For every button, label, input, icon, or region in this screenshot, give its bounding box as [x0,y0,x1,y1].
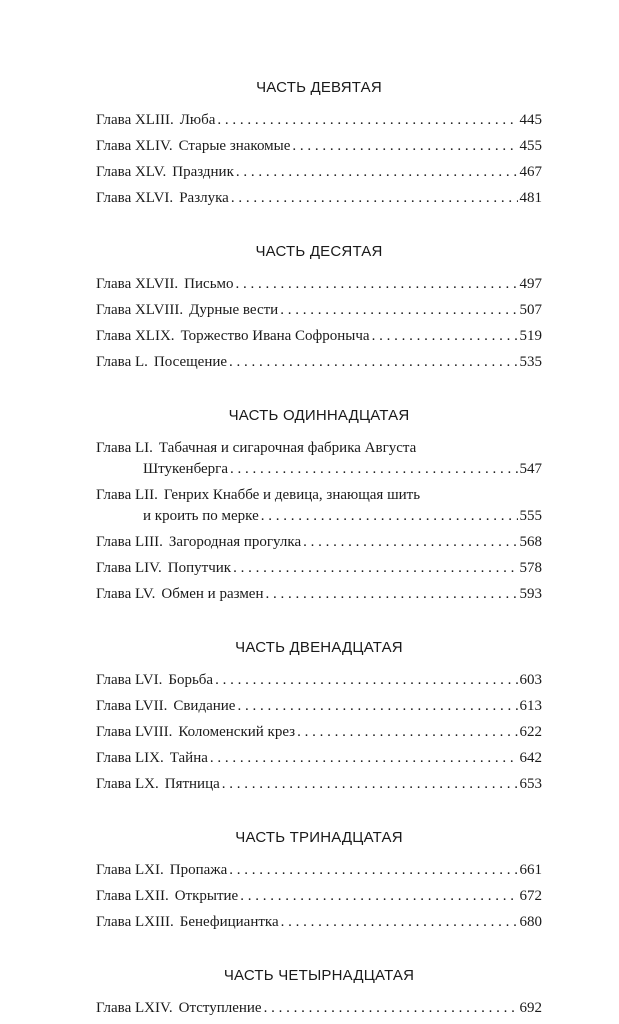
dot-leader [281,912,518,933]
toc-part [96,966,542,1019]
entry-line [96,748,542,769]
page-number: 467 [519,164,542,180]
entry-label [96,532,301,553]
toc-part [96,828,542,933]
chapter-title: Штукенберга [143,461,228,477]
chapter-number: Глава XLVIII. [96,302,184,318]
page-number: 455 [519,138,542,154]
chapter-number: Глава XLVII. [96,276,179,292]
page-number: 653 [519,776,542,792]
page-number: 497 [519,276,542,292]
chapter-number: Глава LII. [96,487,158,503]
entry-line [96,558,542,579]
entry-line [96,912,542,933]
chapter-title: Старые знакомые [178,138,291,154]
chapter-number: Глава XLIX. [96,328,175,344]
dot-leader [237,696,517,717]
entry-label [96,886,238,907]
dot-leader [264,998,518,1019]
toc-entry [96,532,542,553]
page-number: 692 [519,1000,542,1016]
entry-label [96,774,220,795]
entry-label [96,696,235,717]
chapter-title: Праздник [172,164,234,180]
toc-entry [96,860,542,881]
chapter-title: Борьба [168,672,214,688]
entry-line [96,274,542,295]
entry-line [96,584,542,605]
toc-part [96,242,542,373]
page-number: 535 [519,354,542,370]
toc-entry [96,110,542,131]
toc-entry [96,998,542,1019]
chapter-number: Глава LXIII. [96,914,174,930]
entry-label [96,912,279,933]
entry-line [96,485,542,506]
toc-entry [96,558,542,579]
chapter-number: Глава LXII. [96,888,169,904]
entry-line [96,774,542,795]
entry-label [96,670,213,691]
toc-entry [96,188,542,209]
entry-label [96,326,370,347]
dot-leader [231,188,518,209]
dot-leader [210,748,518,769]
entry-label [96,584,264,605]
page-number: 622 [519,724,542,740]
part-title: ЧАСТЬ ДЕВЯТАЯ [256,79,382,96]
entry-line [96,188,542,209]
entry-label [143,506,259,527]
chapter-number: Глава LI. [96,440,153,456]
chapter-title: Коломенский крез [178,724,296,740]
toc-entry [96,274,542,295]
entry-line [96,532,542,553]
toc-part [96,638,542,795]
chapter-number: Глава LVIII. [96,724,173,740]
page-number: 481 [519,190,542,206]
page-number: 445 [519,112,542,128]
dot-leader [266,584,518,605]
dot-leader [215,670,517,691]
toc-entry [96,162,542,183]
chapter-number: Глава LX. [96,776,159,792]
toc-entry [96,352,542,373]
chapter-title: Люба [179,112,216,128]
toc-entry [96,748,542,769]
chapter-number: Глава LV. [96,586,156,602]
entry-label [96,438,416,459]
chapter-title: Генрих Кнаббе и девица, знающая шить [163,487,421,503]
page-number: 547 [519,461,542,477]
page-number: 568 [519,534,542,550]
page-number: 507 [519,302,542,318]
entry-line [96,162,542,183]
toc-entry [96,584,542,605]
entry-label [96,136,290,157]
entry-line [96,352,542,373]
entry-label [96,352,227,373]
chapter-title: Пропажа [169,862,228,878]
chapter-title: Отступление [178,1000,262,1016]
part-title: ЧАСТЬ ТРИНАДЦАТАЯ [235,829,403,846]
entry-label [96,860,227,881]
dot-leader [240,886,517,907]
chapter-number: Глава LIV. [96,560,162,576]
entry-line [96,506,542,527]
chapter-title: Табачная и сигарочная фабрика Августа [158,440,417,456]
chapter-title: Торжество Ивана Софроныча [180,328,370,344]
entry-label [96,558,231,579]
chapter-title: Дурные вести [189,302,279,318]
chapter-title: Бенефициантка [179,914,279,930]
dot-leader [233,558,517,579]
chapter-title: Пятница [164,776,220,792]
entry-line [96,860,542,881]
entry-label [96,722,295,743]
page-number: 642 [519,750,542,766]
toc-entry [96,300,542,321]
page-number: 661 [519,862,542,878]
page-number: 680 [519,914,542,930]
dot-leader [229,860,517,881]
chapter-title: Свидание [173,698,236,714]
entry-label [96,748,208,769]
part-title: ЧАСТЬ ДЕСЯТАЯ [255,243,383,260]
dot-leader [230,459,518,480]
dot-leader [222,774,518,795]
table-of-contents [96,68,542,1024]
entry-line [96,300,542,321]
toc-entry [96,774,542,795]
part-title: ЧАСТЬ ЧЕТЫРНАДЦАТАЯ [223,967,415,984]
page-number: 672 [519,888,542,904]
chapter-number: Глава LXIV. [96,1000,173,1016]
toc-entry [96,912,542,933]
chapter-title: Посещение [153,354,228,370]
chapter-number: Глава XLIII. [96,112,174,128]
entry-line [96,696,542,717]
dot-leader [292,136,517,157]
dot-leader [280,300,517,321]
entry-label [96,188,229,209]
chapter-title: Обмен и размен [161,586,264,602]
page-number: 555 [519,508,542,524]
toc-entry [96,722,542,743]
entry-line [96,998,542,1019]
entry-line [96,459,542,480]
page-number: 578 [519,560,542,576]
part-title: ЧАСТЬ ОДИННАДЦАТАЯ [228,407,410,424]
chapter-number: Глава L. [96,354,148,370]
entry-label [96,998,262,1019]
entry-line [96,136,542,157]
chapter-title: и кроить по мерке [143,508,259,524]
chapter-number: Глава LXI. [96,862,164,878]
chapter-title: Тайна [169,750,208,766]
entry-line [96,326,542,347]
entry-line [96,886,542,907]
dot-leader [372,326,518,347]
dot-leader [236,274,518,295]
dot-leader [297,722,517,743]
toc-entry [96,886,542,907]
dot-leader [261,506,518,527]
chapter-title: Разлука [179,190,229,206]
entry-label [96,300,278,321]
entry-label [96,274,234,295]
entry-line [96,722,542,743]
dot-leader [303,532,517,553]
chapter-title: Открытие [174,888,239,904]
dot-leader [229,352,517,373]
entry-label [96,485,420,506]
chapter-number: Глава LIII. [96,534,163,550]
entry-label [143,459,228,480]
chapter-number: Глава XLVI. [96,190,174,206]
page-number: 603 [519,672,542,688]
entry-line [96,110,542,131]
page-number: 593 [519,586,542,602]
chapter-number: Глава LIX. [96,750,164,766]
toc-entry [96,136,542,157]
toc-entry [96,670,542,691]
chapter-number: Глава LVII. [96,698,168,714]
toc-entry [96,326,542,347]
chapter-number: Глава XLIV. [96,138,173,154]
page-number: 613 [519,698,542,714]
entry-line [96,438,542,459]
toc-part [96,78,542,209]
toc-entry [96,696,542,717]
part-title: ЧАСТЬ ДВЕНАДЦАТАЯ [235,639,403,656]
chapter-title: Письмо [184,276,234,292]
entry-label [96,162,234,183]
chapter-title: Попутчик [167,560,232,576]
entry-line [96,670,542,691]
toc-entry [96,485,542,527]
chapter-number: Глава LVI. [96,672,163,688]
chapter-number: Глава XLV. [96,164,167,180]
dot-leader [236,162,518,183]
toc-entry [96,438,542,480]
dot-leader [217,110,517,131]
toc-part [96,406,542,605]
chapter-title: Загородная прогулка [168,534,302,550]
page-number: 519 [519,328,542,344]
entry-label [96,110,215,131]
